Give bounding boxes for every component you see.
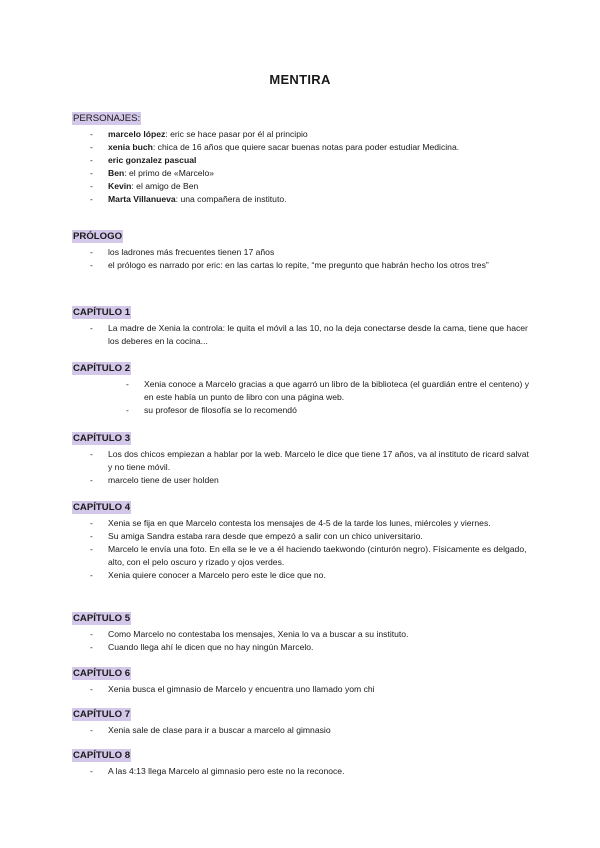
character-desc: : el primo de «Marcelo» xyxy=(124,168,215,178)
character-name: Ben xyxy=(108,168,125,178)
document-title: MENTIRA xyxy=(269,72,331,87)
section-prologo xyxy=(72,226,532,272)
section-capitulo-1 xyxy=(72,302,532,348)
list-item: - Marta Villanueva: una compañera de instituto. xyxy=(90,194,287,204)
bullet-list xyxy=(72,628,532,654)
list-item: - Xenia busca el gimnasio de Marcelo y encuentra uno llamado yom chi xyxy=(90,684,375,694)
list-item: - Xenia sale de clase para ir a buscar a marcelo al gimnasio xyxy=(90,725,331,735)
section-heading: CAPÍTULO 1 xyxy=(73,307,131,318)
list-item: - el prólogo es narrado por eric: en las cartas lo repite, “me pregunto que habrán hecho los otros tres” xyxy=(90,260,489,270)
bullet-list xyxy=(72,378,532,417)
section-capitulo-6 xyxy=(72,663,532,696)
list-item: - Xenia conoce a Marcelo gracias a que agarró un libro de la biblioteca (el guardián entre el centeno) y en este había un punto de libro con una página web. xyxy=(126,379,530,402)
section-heading: CAPÍTULO 5 xyxy=(73,613,131,624)
list-item: - Los dos chicos empiezan a hablar por la web. Marcelo le dice que tiene 17 años, va al instituto de ricard salvat y no tiene móvil. xyxy=(90,449,529,472)
list-item: - La madre de Xenia la controla: le quita el móvil a las 10, no la deja conectarse desde la cama, tiene que hacer los deberes en la cocina... xyxy=(90,323,528,346)
bullet-list xyxy=(72,322,532,348)
list-item: - su profesor de filosofía se lo recomendó xyxy=(126,405,297,415)
section-heading: PRÓLOGO xyxy=(73,231,123,242)
character-name: eric gonzalez pascual xyxy=(108,155,197,165)
list-item: - marcelo lópez: eric se hace pasar por él al principio xyxy=(90,129,308,139)
section-heading: PERSONAJES: xyxy=(73,113,141,124)
section-capitulo-2 xyxy=(72,358,532,417)
character-desc: : una compañera de instituto. xyxy=(175,194,287,204)
bullet-list xyxy=(72,517,532,582)
character-name: Marta Villanueva xyxy=(108,194,176,204)
section-capitulo-4 xyxy=(72,497,532,582)
bullet-list xyxy=(72,724,532,737)
section-heading: CAPÍTULO 4 xyxy=(73,502,131,513)
section-capitulo-3 xyxy=(72,428,532,487)
character-name: xenia buch xyxy=(108,142,153,152)
list-item: - A las 4:13 llega Marcelo al gimnasio pero este no la reconoce. xyxy=(90,766,345,776)
section-capitulo-7 xyxy=(72,704,532,737)
section-personajes xyxy=(72,108,532,206)
list-item: - Xenia quiere conocer a Marcelo pero este le dice que no. xyxy=(90,570,326,580)
list-item: - Xenia se fija en que Marcelo contesta los mensajes de 4-5 de la tarde los lunes, miércoles y viernes. xyxy=(90,518,491,528)
list-item: - Como Marcelo no contestaba los mensajes, Xenia lo va a buscar a su instituto. xyxy=(90,629,409,639)
section-heading: CAPÍTULO 3 xyxy=(73,433,131,444)
list-item: - Su amiga Sandra estaba rara desde que empezó a salir con un chico universitario. xyxy=(90,531,423,541)
list-item: - Kevin: el amigo de Ben xyxy=(90,181,199,191)
section-heading: CAPÍTULO 2 xyxy=(73,363,131,374)
character-name: marcelo lópez xyxy=(108,129,166,139)
character-desc: : el amigo de Ben xyxy=(131,181,199,191)
character-desc: : eric se hace pasar por él al principio xyxy=(165,129,308,139)
bullet-list xyxy=(72,448,532,487)
section-heading: CAPÍTULO 8 xyxy=(73,750,131,761)
section-capitulo-5 xyxy=(72,608,532,654)
list-item: - Marcelo le envía una foto. En ella se le ve a él haciendo taekwondo (cinturón negro). Físicamente es delgado, alto, con el pelo oscuro y rizado y ojos verdes. xyxy=(90,544,527,567)
list-item: - eric gonzalez pascual xyxy=(90,155,197,165)
list-item: - xenia buch: chica de 16 años que quiere sacar buenas notas para poder estudiar Medicina. xyxy=(90,142,460,152)
list-item: - Ben: el primo de «Marcelo» xyxy=(90,168,215,178)
list-item: - los ladrones más frecuentes tienen 17 años xyxy=(90,247,275,257)
section-heading: CAPÍTULO 6 xyxy=(73,668,131,679)
bullet-list xyxy=(72,765,532,778)
bullet-list xyxy=(72,683,532,696)
bullet-list xyxy=(72,246,532,272)
list-item: - Cuando llega ahí le dicen que no hay ningún Marcelo. xyxy=(90,642,314,652)
section-heading: CAPÍTULO 7 xyxy=(73,709,131,720)
character-list xyxy=(72,128,532,206)
list-item: - marcelo tiene de user holden xyxy=(90,475,219,485)
section-capitulo-8 xyxy=(72,745,532,778)
character-desc: : chica de 16 años que quiere sacar buenas notas para poder estudiar Medicina. xyxy=(152,142,460,152)
character-name: Kevin xyxy=(108,181,132,191)
